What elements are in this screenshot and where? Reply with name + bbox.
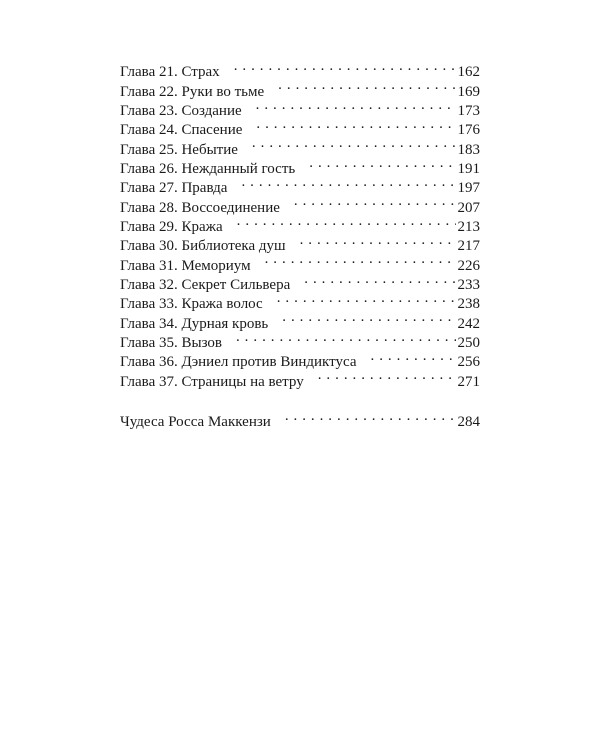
page-number: 250	[457, 334, 480, 351]
dot-leader	[241, 173, 455, 192]
chapter-title: Глава 35. Вызов	[120, 334, 222, 351]
page-number: 242	[457, 315, 480, 332]
chapter-title: Глава 30. Библиотека душ	[120, 238, 286, 255]
dot-leader	[304, 270, 455, 289]
chapter-title: Глава 22. Руки во тьме	[120, 83, 265, 100]
chapter-title: Глава 34. Дурная кровь	[120, 315, 269, 332]
page-number: 238	[457, 296, 480, 313]
page-number: 217	[457, 238, 480, 255]
chapter-title: Глава 26. Нежданный гость	[120, 160, 296, 177]
dot-leader	[237, 212, 456, 231]
dot-leader	[285, 407, 456, 426]
page-number: 162	[457, 64, 480, 81]
page-number: 213	[457, 218, 480, 235]
page-number: 207	[457, 199, 480, 216]
dot-leader	[282, 308, 455, 327]
chapter-title: Глава 36. Дэниел против Виндиктуса	[120, 354, 357, 371]
dot-leader	[371, 347, 456, 366]
chapter-title: Глава 28. Воссоединение	[120, 199, 280, 216]
dot-leader	[256, 96, 456, 115]
page-number: 256	[457, 354, 480, 371]
dot-leader	[300, 231, 456, 250]
page-number: 176	[457, 122, 480, 139]
table-of-contents	[120, 57, 480, 430]
page-number: 197	[457, 180, 480, 197]
dot-leader	[277, 289, 456, 308]
chapter-title: Глава 37. Страницы на ветру	[120, 373, 304, 390]
dot-leader	[265, 250, 456, 269]
dot-leader	[256, 115, 455, 134]
chapter-title: Глава 31. Мемориум	[120, 257, 251, 274]
page-number: 233	[457, 276, 480, 293]
toc-entry-chapter-21[interactable]	[120, 57, 480, 81]
dot-leader	[318, 366, 456, 385]
dot-leader	[309, 154, 455, 173]
chapter-title: Глава 24. Спасение	[120, 122, 243, 139]
chapter-title: Глава 33. Кража волос	[120, 296, 263, 313]
dot-leader	[278, 76, 455, 95]
toc-entry-extra[interactable]	[120, 407, 480, 430]
chapter-title: Глава 21. Страх	[120, 64, 220, 81]
page-number: 173	[457, 102, 480, 119]
chapter-title: Глава 29. Кража	[120, 218, 223, 235]
page-number: 271	[457, 373, 480, 390]
chapter-title: Глава 23. Создание	[120, 102, 242, 119]
dot-leader	[252, 134, 456, 153]
chapter-title: Глава 27. Правда	[120, 180, 228, 197]
chapter-title: Глава 32. Секрет Сильвера	[120, 276, 291, 293]
dot-leader	[294, 192, 456, 211]
page-number: 169	[457, 83, 480, 100]
page-number: 191	[457, 160, 480, 177]
extra-title: Чудеса Росса Маккензи	[120, 413, 271, 430]
chapter-title: Глава 25. Небытие	[120, 141, 238, 158]
dot-leader	[236, 328, 456, 347]
dot-leader	[234, 57, 456, 76]
page-number: 284	[457, 413, 480, 430]
page-number: 226	[457, 257, 480, 274]
page-number: 183	[457, 141, 480, 158]
chapter-list	[120, 57, 480, 390]
